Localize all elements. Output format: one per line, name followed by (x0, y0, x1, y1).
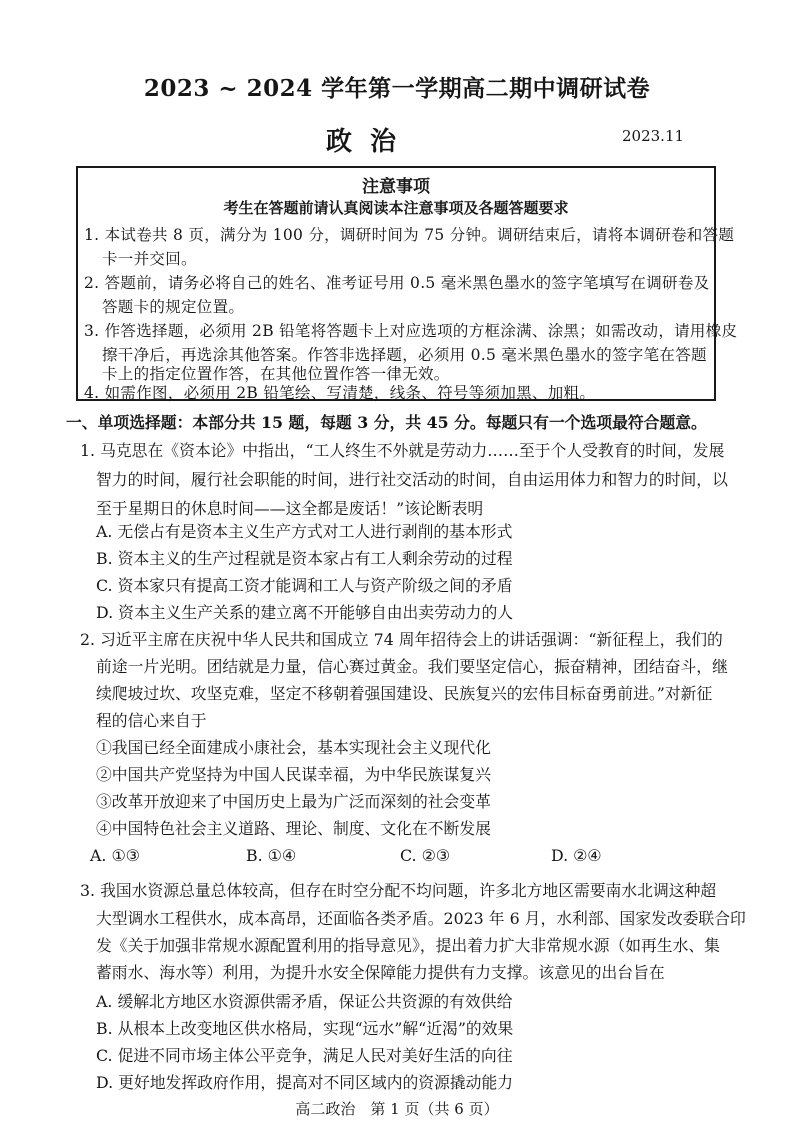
q1-option-a: A. 无偿占有是资本主义生产方式对工人进行剥削的基本形式 (96, 522, 513, 541)
q2-stem-line: 程的信心来自于 (96, 711, 207, 730)
q2-option-c: C. ②③ (400, 846, 450, 865)
q2-option-b: B. ①④ (246, 846, 296, 865)
q3-option-d: D. 更好地发挥政府作用，提高对不同区域内的资源撬动能力 (96, 1073, 514, 1092)
q2-stem-line: 续爬坡过坎、攻坚克难，坚定不移朝着强国建设、民族复兴的宏伟目标奋勇前进。”对新征 (96, 684, 713, 703)
q1-stem-line: 智力的时间，履行社会职能的时间，进行社交活动的时间，自由运用体力和智力的时间，以 (96, 470, 728, 489)
q2-item-4: ④中国特色社会主义道路、理论、制度、文化在不断发展 (96, 819, 491, 838)
q1-stem-line: 至于星期日的休息时间——这全都是废话！”该论断表明 (96, 499, 484, 518)
notice-heading: 注意事项 (362, 177, 430, 197)
notice-line: 3. 作答选择题，必须用 2B 铅笔将答题卡上对应选项的方框涂满、涂黑；如需改动，请用橡皮 (84, 322, 738, 340)
notice-line: 答题卡的规定位置。 (102, 298, 245, 316)
page-footer: 高二政治 第 1 页（共 6 页） (295, 1100, 499, 1118)
notice-line: 擦干净后，再选涂其他答案。作答非选择题，必须用 0.5 毫米黑色墨水的签字笔在答题 (102, 346, 707, 364)
q1-stem-line: 1. 马克思在《资本论》中指出，“工人终生不外就是劳动力……至于个人受教育的时间，发展 (80, 441, 725, 460)
q2-item-1: ①我国已经全面建成小康社会，基本实现社会主义现代化 (96, 738, 491, 757)
q3-stem-line: 大型调水工程供水，成本高昂，还面临各类矛盾。2023 年 6 月，水利部、国家发改委联合印 (96, 909, 746, 928)
notice-line: 1. 本试卷共 8 页，满分为 100 分，调研时间为 75 分钟。调研结束后，请将本调研卷和答题 (84, 226, 735, 244)
notice-line: 卡上的指定位置作答，在其他位置作答一律无效。 (102, 365, 450, 383)
notice-line: 4. 如需作图，必须用 2B 铅笔绘、写清楚，线条、符号等须加黑、加粗。 (84, 384, 596, 402)
q1-option-d: D. 资本主义生产关系的建立离不开能够自由出卖劳动力的人 (96, 603, 514, 622)
exam-date: 2023.11 (622, 127, 685, 145)
q3-option-a: A. 缓解北方地区水资源供需矛盾，保证公共资源的有效供给 (96, 992, 513, 1011)
q2-stem-line: 前途一片光明。团结就是力量，信心赛过黄金。我们要坚定信心，振奋精神，团结奋斗，继 (96, 657, 728, 676)
subject-heading: 政治 (326, 127, 415, 157)
exam-title: 2023 ~ 2024 学年第一学期高二期中调研试卷 (143, 75, 651, 102)
notice-subheading: 考生在答题前请认真阅读本注意事项及各题答题要求 (223, 199, 569, 217)
q2-stem-line: 2. 习近平主席在庆祝中华人民共和国成立 74 周年招待会上的讲话强调：“新征程上，我们的 (80, 630, 723, 649)
section-heading: 一、单项选择题：本部分共 15 题，每题 3 分，共 45 分。每题只有一个选项最符合题意。 (66, 413, 707, 432)
q2-item-2: ②中国共产党坚持为中国人民谋幸福，为中华民族谋复兴 (96, 765, 491, 784)
q2-option-d: D. ②④ (551, 846, 602, 865)
q3-option-b: B. 从根本上改变地区供水格局，实现“远水”解“近渴”的效果 (96, 1019, 514, 1038)
q3-option-c: C. 促进不同市场主体公平竞争，满足人民对美好生活的向往 (96, 1046, 513, 1065)
notice-line: 2. 答题前，请务必将自己的姓名、准考证号用 0.5 毫米黑色墨水的签字笔填写在调研卷及 (84, 274, 710, 292)
q3-stem-line: 3. 我国水资源总量总体较高，但存在时空分配不均问题，许多北方地区需要南水北调这种超 (80, 881, 717, 900)
q2-option-a: A. ①③ (90, 846, 140, 865)
notice-box (76, 166, 738, 402)
q1-option-b: B. 资本主义的生产过程就是资本家占有工人剩余劳动的过程 (96, 549, 513, 568)
q2-item-3: ③改革开放迎来了中国历史上最为广泛而深刻的社会变革 (96, 792, 491, 811)
q3-stem-line: 蓄雨水、海水等）利用，为提升水安全保障能力提供有力支撑。该意见的出台旨在 (96, 963, 665, 982)
q3-stem-line: 发《关于加强非常规水源配置利用的指导意见》，提出着力扩大非常规水源（如再生水、集 (96, 936, 720, 955)
notice-line: 卡一并交回。 (102, 250, 197, 268)
q1-option-c: C. 资本家只有提高工资才能调和工人与资产阶级之间的矛盾 (96, 576, 513, 595)
